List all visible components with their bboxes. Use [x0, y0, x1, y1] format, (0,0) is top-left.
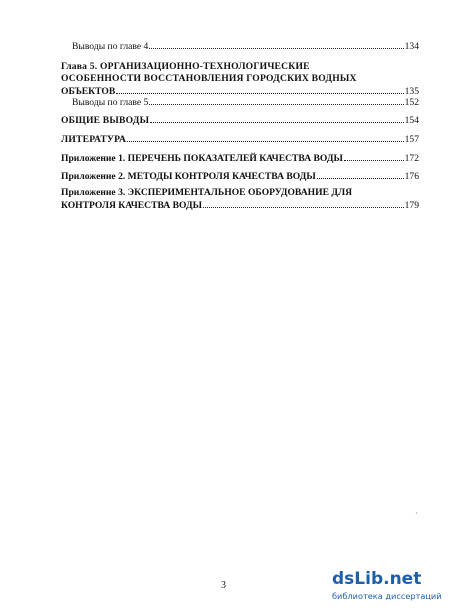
toc-entry-title: Выводы по главе 5 — [72, 97, 149, 108]
toc-entry-page: 135 — [404, 86, 419, 97]
toc-entry-ch5-conclusions — [72, 96, 419, 109]
toc-entry-title: ОБЩИЕ ВЫВОДЫ — [61, 115, 150, 126]
toc-entry-page: 152 — [404, 97, 419, 108]
dot-leader — [116, 85, 403, 94]
toc-entry-page: 179 — [404, 200, 419, 211]
toc-entry-title: Приложение 1. ПЕРЕЧЕНЬ ПОКАЗАТЕЛЕЙ КАЧЕСТВА ВОДЫ — [61, 153, 343, 164]
toc-entry-ch4-conclusions — [72, 40, 419, 53]
toc-entry-literature — [61, 133, 419, 146]
watermark-logo — [332, 569, 444, 609]
stray-mark: · — [415, 509, 418, 518]
toc-entry-appendix-2 — [61, 170, 419, 183]
toc-entry-page: 172 — [404, 153, 419, 164]
toc-entry-page: 157 — [404, 134, 419, 145]
watermark-main: dsLib.net — [332, 569, 422, 589]
toc-entry-page: 176 — [404, 171, 419, 182]
page-number: 3 — [221, 580, 226, 591]
toc-entry-title-line-3: ОБЪЕКТОВ — [61, 86, 116, 97]
toc-entry-title-line-1: Глава 5. ОРГАНИЗАЦИОННО-ТЕХНОЛОГИЧЕСКИЕ — [61, 61, 310, 72]
dot-leader — [149, 40, 403, 49]
toc-entry-title-line-2: КОНТРОЛЯ КАЧЕСТВА ВОДЫ — [61, 200, 203, 211]
toc-entry-chapter-5 — [61, 61, 419, 85]
dot-leader — [127, 133, 403, 142]
dot-leader — [317, 170, 404, 179]
toc-entry-appendix-3-last-line — [61, 199, 419, 212]
toc-entry-page: 154 — [404, 115, 419, 126]
toc-entry-title-line-1: Приложение 3. ЭКСПЕРИМЕНТАЛЬНОЕ ОБОРУДОВАНИЕ ДЛЯ — [61, 187, 353, 198]
toc-entry-title: ЛИТЕРАТУРА — [61, 134, 127, 145]
toc-entry-title: Выводы по главе 4 — [72, 41, 149, 52]
toc-entry-title: Приложение 2. МЕТОДЫ КОНТРОЛЯ КАЧЕСТВА ВОДЫ — [61, 171, 316, 182]
toc-entry-appendix-1 — [61, 152, 419, 165]
dot-leader — [150, 114, 403, 123]
toc-entry-general-conclusions — [61, 114, 419, 127]
toc-entry-title-line-2: ОСОБЕННОСТИ ВОССТАНОВЛЕНИЯ ГОРОДСКИХ ВОДНЫХ — [61, 73, 357, 84]
toc-entry-appendix-3 — [61, 187, 419, 199]
dot-leader — [149, 96, 403, 105]
watermark-sub: библиотека диссертаций — [332, 591, 442, 601]
dot-leader — [344, 152, 404, 161]
toc-entry-page: 134 — [404, 41, 419, 52]
dot-leader — [203, 199, 404, 208]
